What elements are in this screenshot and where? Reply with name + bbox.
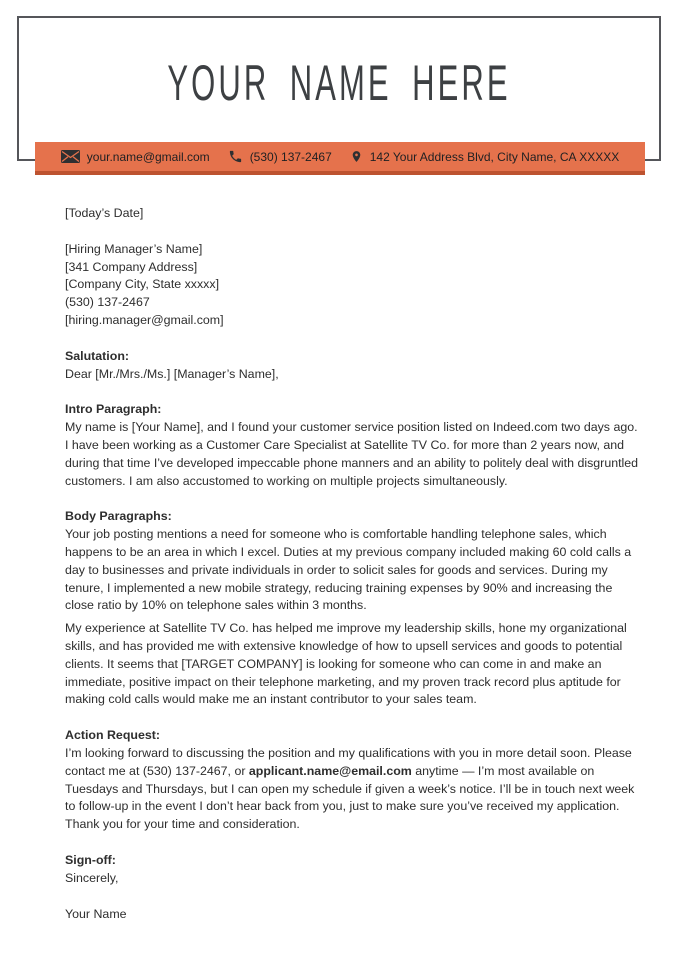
signoff-closing: Sincerely, <box>65 870 119 885</box>
body-section <box>65 508 643 709</box>
contact-bar <box>35 142 645 175</box>
applicant-email-text: applicant.name@email.com <box>248 763 412 778</box>
phone-icon <box>228 149 243 164</box>
recipient-line: (530) 137-2467 <box>65 295 150 310</box>
contact-email-text: your.name@gmail.com <box>86 149 210 164</box>
applicant-name-title: YOUR NAME HERE <box>167 55 511 111</box>
body-paragraph-2: My experience at Satellite TV Co. has helped me improve my leadership skills, hone my organizational skills, and has provided me with extensive knowledge of how to upsell services and goods to potential clients. It seems that [TARGET COMPANY] is looking for someone who can come in and make an immediate, positive impact on their telephone marketing, and my proven track record plus aptitude for making cold calls would make me an instant contributor to your sales team. <box>65 621 627 707</box>
salutation-section <box>65 348 643 384</box>
recipient-line: [341 Company Address] <box>65 259 198 274</box>
salutation-text: Dear [Mr./Mrs./Ms.] [Manager’s Name], <box>65 366 279 381</box>
body-paragraph-1: Your job posting mentions a need for someone who is comfortable handling telephone sales, which happens to be an area in which I excel. Duties at my previous company included making 60 cold calls a day to businesses and private individuals in order to solicit sales for goods and services. During my tenure, I implemented a new mobile strategy, reducing training expenses by 90% and increasing the close ratio by 10% on telephone sales within 3 months. <box>65 527 632 613</box>
body-heading: Body Paragraphs: <box>65 509 172 524</box>
contact-phone-text: (530) 137-2467 <box>249 149 332 164</box>
recipient-block <box>65 241 643 330</box>
action-request-paragraph <box>65 745 643 834</box>
recipient-line: [hiring.manager@gmail.com] <box>65 312 224 327</box>
action-request-heading: Action Request: <box>65 728 160 743</box>
action-request-section <box>65 727 643 834</box>
letter-body <box>65 205 643 941</box>
signature-name: Your Name <box>65 906 127 921</box>
location-pin-icon <box>350 148 363 165</box>
header-frame <box>17 16 661 161</box>
contact-address-text: 142 Your Address Blvd, City Name, CA XXXXX <box>369 149 620 164</box>
intro-section <box>65 401 643 490</box>
signoff-section <box>65 852 643 923</box>
recipient-line: [Company City, State xxxxx] <box>65 277 220 292</box>
action-text-after: anytime — I’m most available on Tuesdays and Thursdays, but I can open my schedule if given a week’s notice. I’ll be in touch next week to follow-up in the event I don’t hear back from you, just to make sure you’ve received my application. Thank you for your time and consideration. <box>65 763 635 832</box>
action-text-before: I’m looking forward to discussing the position and my qualifications with you in more detail soon. Please contact me at (530) 137-2467, or <box>65 745 632 778</box>
contact-phone-item <box>228 149 332 164</box>
intro-paragraph: My name is [Your Name], and I found your customer service position listed on Indeed.com two days ago. I have been working as a Customer Care Specialist at Satellite TV Co. for more than 2 years now, and during that time I’ve developed impeccable phone manners and an ability to politely deal with disgruntled customers. I am also accustomed to working on multiple projects simultaneously. <box>65 420 639 488</box>
contact-address-item <box>350 148 619 165</box>
signoff-heading: Sign-off: <box>65 852 116 867</box>
contact-email-item <box>61 150 210 164</box>
date-line: [Today’s Date] <box>65 206 144 220</box>
salutation-heading: Salutation: <box>65 348 130 363</box>
envelope-icon <box>61 150 80 163</box>
intro-heading: Intro Paragraph: <box>65 402 162 417</box>
recipient-line: [Hiring Manager’s Name] <box>65 241 203 256</box>
